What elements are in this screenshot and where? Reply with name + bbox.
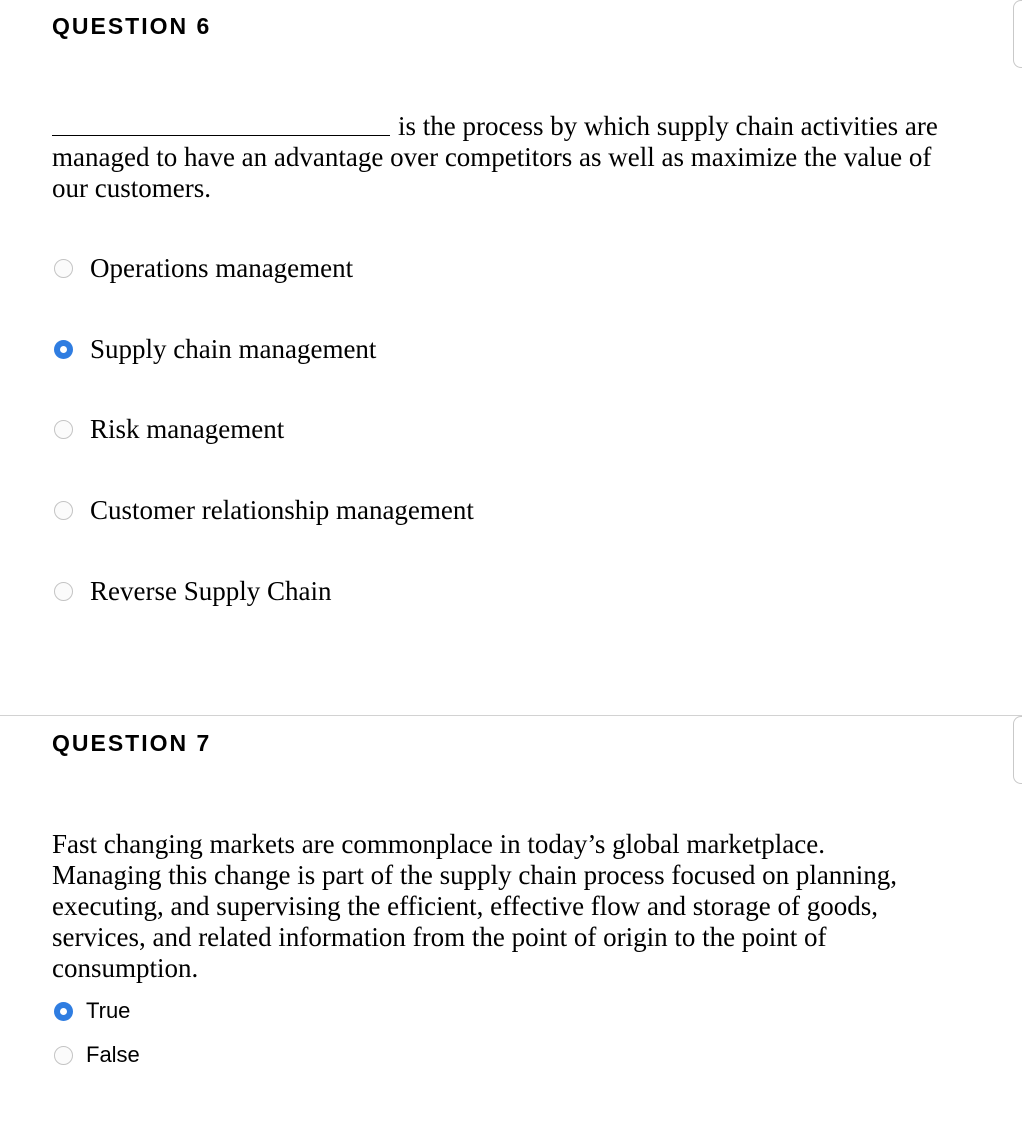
question-6-stem-line-1: is the process by which supply chain activities are: [398, 111, 938, 141]
option-label: Reverse Supply Chain: [90, 575, 332, 606]
radio-button[interactable]: [54, 259, 73, 278]
question-divider: [0, 715, 1022, 716]
q6-option-operations-management[interactable]: [54, 251, 353, 285]
question-7-stem: [52, 829, 897, 984]
q7-option-true[interactable]: [54, 994, 130, 1028]
radio-button[interactable]: [54, 582, 73, 601]
fill-in-blank-line: [52, 111, 390, 136]
option-label: Operations management: [90, 252, 354, 283]
question-7-stem-line: Fast changing markets are commonplace in today’s global marketplace.: [52, 829, 825, 859]
radio-button[interactable]: [54, 1046, 73, 1065]
question-6-stem-line-3: our customers.: [52, 173, 211, 203]
radio-button-selected[interactable]: [54, 340, 73, 359]
question-7-stem-line: Managing this change is part of the supply chain process focused on planning,: [52, 860, 898, 890]
option-label: False: [86, 1042, 140, 1067]
question-6-stem-line-2: managed to have an advantage over competitors as well as maximize the value of: [52, 142, 932, 172]
q6-option-supply-chain-management[interactable]: [54, 332, 376, 366]
option-label: True: [86, 998, 131, 1023]
option-label: Risk management: [90, 413, 285, 444]
q7-option-false[interactable]: [54, 1038, 140, 1072]
question-7-stem-line: services, and related information from the point of origin to the point of: [52, 922, 827, 952]
q6-option-reverse-supply-chain[interactable]: [54, 574, 331, 608]
question-6-stem: [52, 111, 938, 204]
question-7-stem-line: consumption.: [52, 953, 199, 983]
radio-button[interactable]: [54, 501, 73, 520]
option-label: Customer relationship management: [90, 494, 474, 525]
question-7-side-tab: [1013, 716, 1022, 784]
q6-option-customer-relationship-management[interactable]: [54, 493, 474, 527]
radio-button[interactable]: [54, 420, 73, 439]
question-6-side-tab: [1013, 0, 1022, 68]
question-6-heading: QUESTION 6: [52, 13, 212, 39]
radio-button-selected[interactable]: [54, 1002, 73, 1021]
option-label: Supply chain management: [90, 333, 377, 364]
q6-option-risk-management[interactable]: [54, 412, 284, 446]
question-7-stem-line: executing, and supervising the efficient, effective flow and storage of goods,: [52, 891, 878, 921]
question-7-heading: QUESTION 7: [52, 730, 212, 756]
